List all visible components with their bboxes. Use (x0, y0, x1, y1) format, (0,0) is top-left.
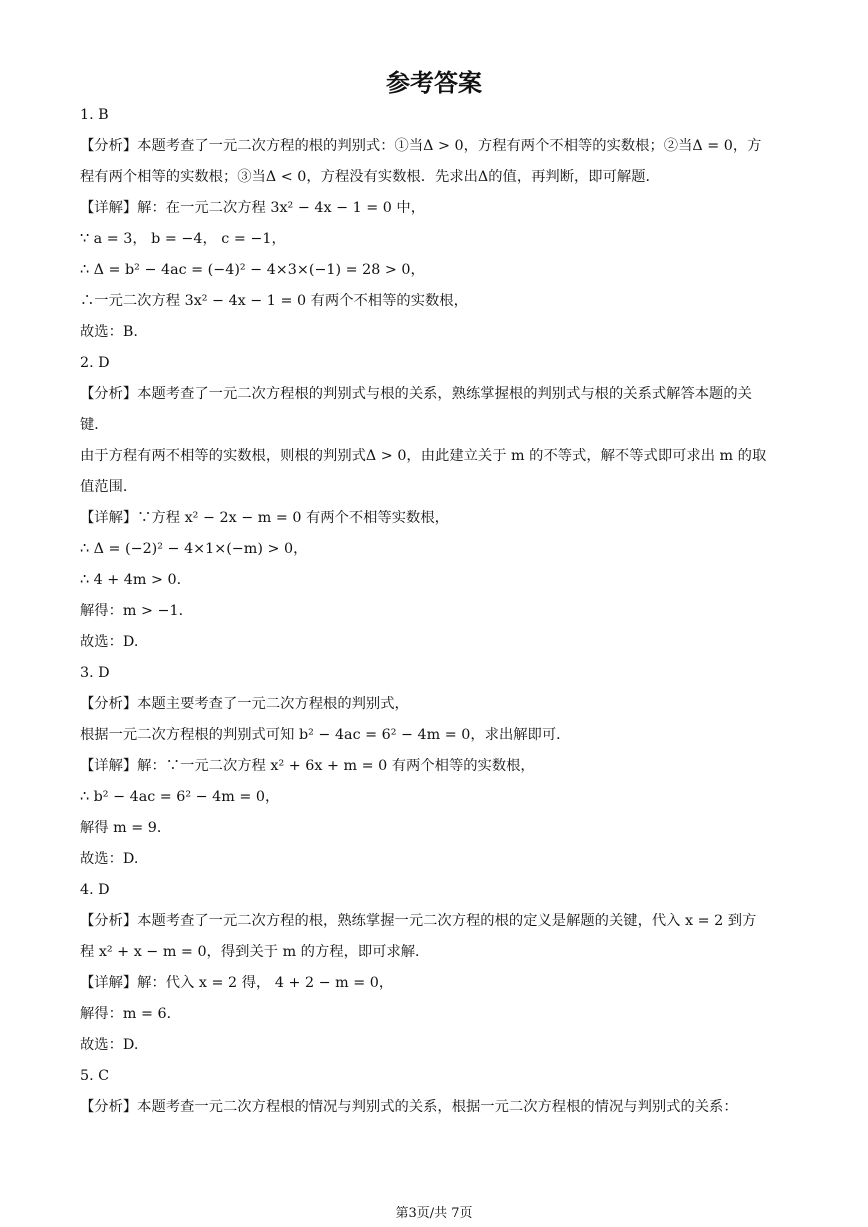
question-number: 5. C (80, 1068, 110, 1084)
answer-choice: 故选：D. (80, 1037, 139, 1053)
solution-line: ∴ Δ = b² − 4ac = (−4)² − 4×3×(−1) = 28 > 0， (80, 262, 425, 278)
solution-line: 解得：m > −1． (80, 603, 193, 619)
analysis-line: 【分析】本题考查一元二次方程根的情况与判别式的关系，根据一元二次方程根的情况与判别式的关系： (80, 1099, 738, 1115)
solution-line: ∴ 4 + 4m > 0． (80, 572, 191, 588)
page-title: 参考答案 (386, 68, 482, 97)
solution-line: ∴一元二次方程 3x² − 4x − 1 = 0 有两个不相等的实数根， (80, 293, 468, 309)
analysis-line: 键． (80, 417, 109, 433)
solution-line: 【详解】解：代入 x = 2 得， 4 + 2 − m = 0， (80, 975, 394, 991)
analysis-line: 【分析】本题考查了一元二次方程的根的判别式：①当Δ > 0，方程有两个不相等的实数根；②当Δ = 0，方 (80, 138, 762, 154)
analysis-line: 【分析】本题考查了一元二次方程的根，熟练掌握一元二次方程的根的定义是解题的关键，代入 x = 2 到方 (80, 913, 757, 929)
analysis-line: 根据一元二次方程根的判别式可知 b² − 4ac = 6² − 4m = 0，求出解即可． (80, 727, 571, 743)
solution-line: ∴ b² − 4ac = 6² − 4m = 0， (80, 789, 280, 805)
analysis-line: 程 x² + x − m = 0，得到关于 m 的方程，即可求解． (80, 944, 430, 960)
page-footer: 第3页/共 7页 (395, 1206, 473, 1221)
solution-line: 【详解】解：∵一元二次方程 x² + 6x + m = 0 有两个相等的实数根， (80, 758, 535, 774)
answer-choice: 故选：B. (80, 324, 138, 340)
question-number: 2. D (80, 355, 110, 371)
answer-choice: 故选：D. (80, 851, 139, 867)
analysis-line: 值范围． (80, 479, 138, 495)
analysis-line: 由于方程有两不相等的实数根，则根的判别式Δ > 0，由此建立关于 m 的不等式，解不等式即可求出 m 的取 (80, 448, 767, 464)
question-number: 3. D (80, 665, 110, 681)
question-number: 1. B (80, 107, 109, 123)
solution-line: 解得 m = 9． (80, 820, 172, 836)
question-number: 4. D (80, 882, 110, 898)
analysis-line: 【分析】本题考查了一元二次方程根的判别式与根的关系，熟练掌握根的判别式与根的关系式解答本题的关 (80, 386, 752, 402)
analysis-line: 【分析】本题主要考查了一元二次方程根的判别式， (80, 696, 409, 712)
solution-line: 解得：m = 6． (80, 1006, 181, 1022)
solution-line: ∴ Δ = (−2)² − 4×1×(−m) > 0， (80, 541, 308, 557)
answer-content (80, 100, 792, 1123)
solution-line: ∵ a = 3， b = −4， c = −1， (80, 231, 286, 247)
analysis-line: 程有两个相等的实数根；③当Δ < 0，方程没有实数根．先求出Δ的值，再判断，即可解题． (80, 169, 660, 185)
answer-choice: 故选：D. (80, 634, 139, 650)
solution-line: 【详解】∵方程 x² − 2x − m = 0 有两个不相等实数根， (80, 510, 449, 526)
solution-line: 【详解】解：在一元二次方程 3x² − 4x − 1 = 0 中， (80, 200, 425, 216)
